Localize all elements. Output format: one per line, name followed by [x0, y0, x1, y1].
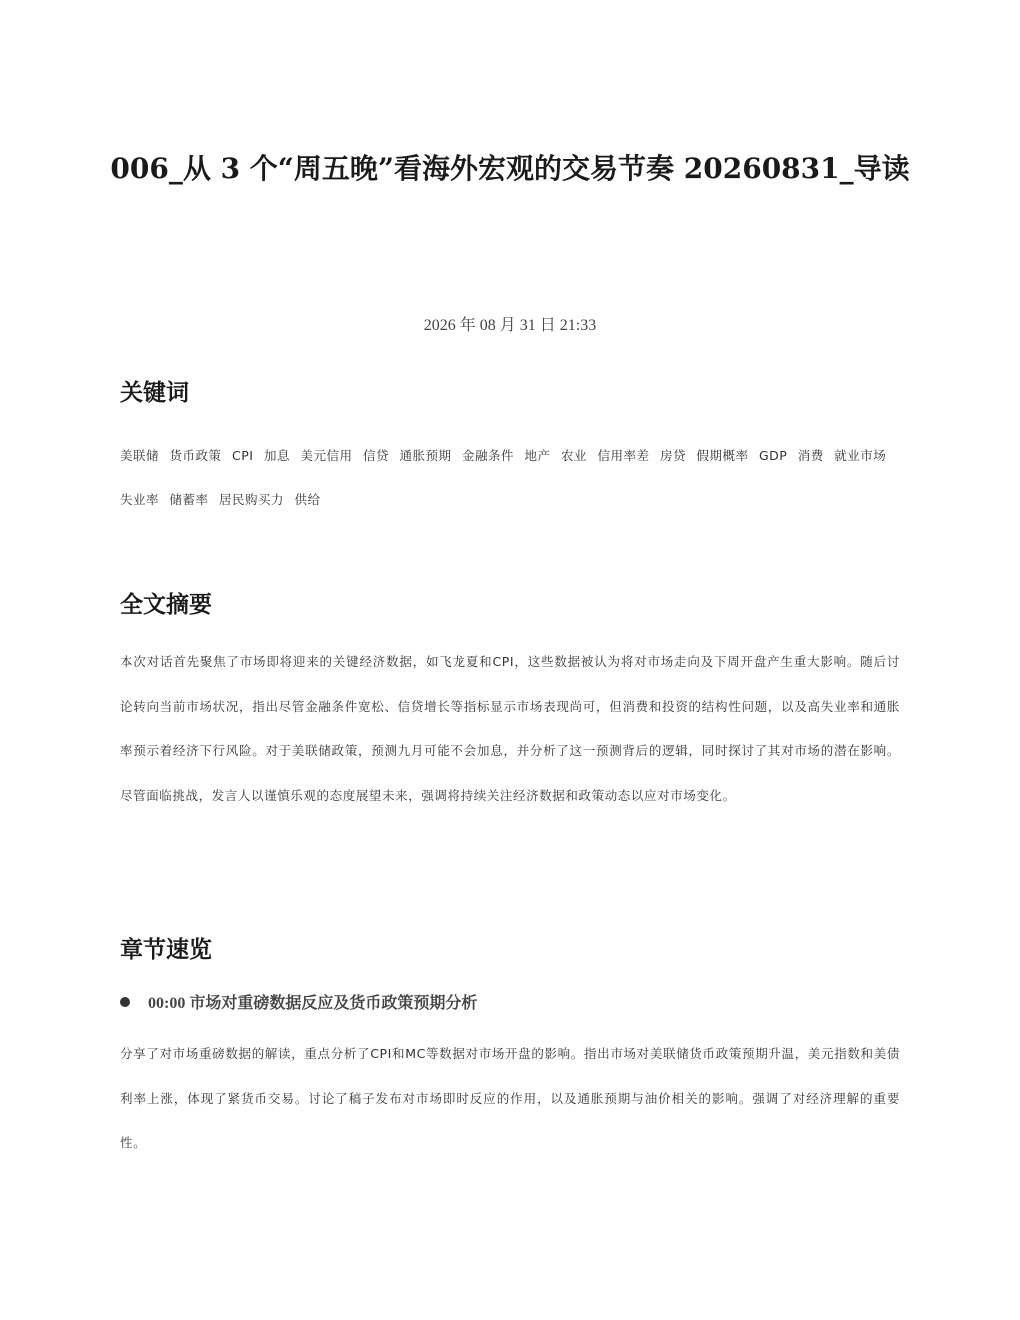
keyword-tag: 加息 [263, 448, 290, 463]
keyword-tag: 失业率 [120, 492, 160, 507]
chapter-title: 市场对重磅数据反应及货币政策预期分析 [189, 993, 478, 1012]
keyword-tag: 假期概率 [696, 448, 749, 463]
keyword-tag: 货币政策 [169, 448, 222, 463]
keyword-tag: 储蓄率 [169, 492, 209, 507]
document-date: 2026 年 08 月 31 日 21:33 [423, 317, 597, 334]
keyword-tag: 供给 [294, 492, 321, 507]
document-title: 006_从 3 个“周五晚”看海外宏观的交易节奏 20260831_导读 [110, 152, 910, 185]
keywords-heading: 关键词 [120, 380, 189, 406]
summary-heading: 全文摘要 [120, 592, 212, 618]
keyword-tag: GDP [758, 448, 788, 463]
keyword-tag: 就业市场 [834, 448, 887, 463]
chapter-item [120, 990, 900, 1013]
chapter-text: 分享了对市场重磅数据的解读，重点分析了CPI和MC等数据对市场开盘的影响。指出市场对美联储货币政策预期升温，美元指数和美债利率上涨，体现了紧货币交易。讨论了稿子发布对市场即时反应的作用，以及通胀预期与油价相关的影响。强调了对经济理解的重要性。 [120, 1046, 900, 1150]
keyword-tag: CPI [232, 448, 254, 463]
keyword-tag: 信用率差 [597, 448, 650, 463]
chapter-heading [148, 990, 477, 1013]
keyword-tag: 消费 [797, 448, 824, 463]
chapter-timestamp: 00:00 [148, 995, 186, 1012]
chapters-heading: 章节速览 [120, 937, 212, 963]
keyword-tag: 信贷 [362, 448, 389, 463]
summary-text: 本次对话首先聚焦了市场即将迎来的关键经济数据，如飞龙夏和CPI，这些数据被认为将对市场走向及下周开盘产生重大影响。随后讨论转向当前市场状况，指出尽管金融条件宽松、信贷增长等指标显示市场表现尚可，但消费和投资的结构性问题，以及高失业率和通胀率预示着经济下行风险。对于美联储政策，预测九月可能不会加息，并分析了这一预测背后的逻辑，同时探讨了其对市场的潜在影响。尽管面临挑战，发言人以谨慎乐观的态度展望未来，强调将持续关注经济数据和政策动态以应对市场变化。 [120, 654, 900, 803]
keyword-tag: 通胀预期 [399, 448, 452, 463]
keyword-tag: 农业 [560, 448, 587, 463]
keyword-tag: 美元信用 [300, 448, 353, 463]
bullet-dot-icon [120, 997, 130, 1007]
keywords-list [120, 434, 900, 522]
keyword-tag: 房贷 [659, 448, 686, 463]
keyword-tag: 居民购买力 [219, 492, 285, 507]
keyword-tag: 金融条件 [461, 448, 514, 463]
keyword-tag: 地产 [524, 448, 551, 463]
keyword-tag: 美联储 [120, 448, 160, 463]
